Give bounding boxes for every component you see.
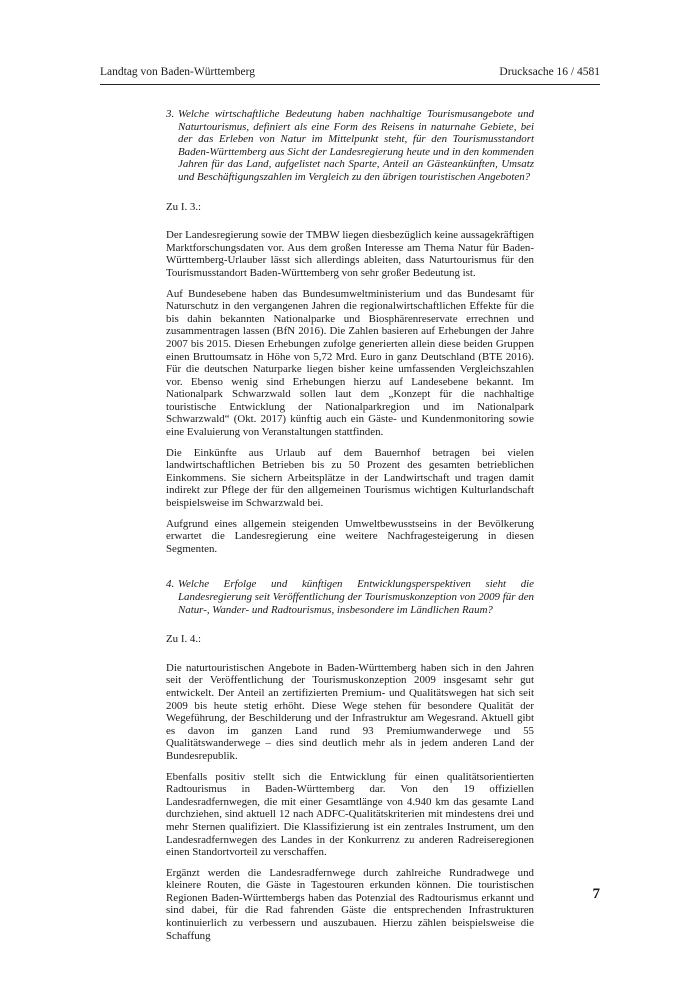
header-left: Landtag von Baden-Württemberg	[100, 66, 255, 78]
paragraph: Auf Bundesebene haben das Bundesumweltministerium und das Bundesamt für Naturschutz in den vergangenen Jahren die regionalwirtschaftlichen Effekte für die bis dahin bekannten Nationalparke und Biosphärenreservate errechnen und zusammentragen lassen (BfN 2016). Die Zahlen basieren auf Erhebungen der Jahre 2007 bis 2015. Diesen Erhebungen zufolge generierten allein diese beiden Gruppen einen Bruttoumsatz in Höhe von 5,72 Mrd. Euro in ganz Deutschland (BTE 2016). Für die deutschen Naturparke liegen bisher keine umfassenden Vergleichszahlen vor. Ebenso wenig sind Erhebungen hierzu auf Landesebene bekannt. Im Nationalpark Schwarzwald sollen laut dem „Konzept für die nachhaltige touristische Entwicklung der Nationalparkregion und im Nationalpark Schwarzwald“ (Okt. 2017) künftig auch ein Gäste- und Kundenmonitoring sowie eine Evaluierung von Veranstaltungen stattfinden.	[166, 287, 534, 439]
question-number: 4.	[166, 578, 175, 591]
question-text: Welche Erfolge und künftigen Entwicklungsperspektiven sieht die Landesregierung seit Veröffentlichung der Tourismuskonzeption von 2009 für den Natur-, Wander- und Radtourismus, insbesondere im Ländlichen Raum?	[178, 578, 534, 616]
answer-label: Zu I. 3.:	[166, 200, 202, 213]
header-right: Drucksache 16 / 4581	[499, 66, 600, 78]
answer-label: Zu I. 4.:	[166, 633, 202, 646]
paragraph: Aufgrund eines allgemein steigenden Umweltbewusstseins in der Bevölkerung erwartet die Landesregierung eine weitere Nachfragesteigerung in diesen Segmenten.	[166, 517, 534, 555]
page-header	[100, 66, 600, 78]
header-divider	[100, 84, 600, 85]
paragraph: Ergänzt werden die Landesradfernwege durch zahlreiche Rundradwege und kleinere Routen, die Gäste in Tagestouren erkunden können. Die touristischen Regionen Baden-Württembergs haben das Potenzial des Radtourismus erkannt und sind dabei, für die Rad fahrenden Gäste die entsprechenden Infrastrukturen kontinuierlich zu verbessern und auszubauen. Hierzu zählen beispielsweise die Schaffung	[166, 866, 534, 942]
paragraph: Die Einkünfte aus Urlaub auf dem Bauernhof betragen bei vielen landwirtschaftlichen Betrieben bis zu 50 Prozent des gesamten betrieblichen Einkommens. Sie sichern Arbeitsplätze in der Landwirtschaft und tragen damit indirekt zur Pflege der für den allgemeinen Tourismus wichtigen Kulturlandschaft beispielsweise im Schwarzwald bei.	[166, 446, 534, 510]
page-number: 7	[592, 886, 600, 902]
paragraph: Die naturtouristischen Angebote in Baden-Württemberg haben sich in den Jahren seit der Veröffentlichung der Tourismuskonzeption 2009 insgesamt sehr gut entwickelt. Der Anteil an zertifizierten Premium- und Qualitätswegen hat sich seit 2009 bis heute stetig erhöht. Diese Wege stehen für besondere Qualität der Wegeführung, der Beschilderung und der Infrastruktur am Wegesrand. Aktuell gibt es davon im ganzen Land rund 93 Premiumwanderwege und 55 Qualitätswanderwege – dies sind deutlich mehr als in jedem anderen Land der Bundesrepublik.	[166, 661, 534, 762]
question-text: Welche wirtschaftliche Bedeutung haben nachhaltige Tourismusangebote und Naturtourismus, definiert als eine Form des Reisens in naturnahe Gebiete, bei der das Erleben von Natur im Mittelpunkt steht, für den Tourismusstandort Baden-Württemberg aus Sicht der Landesregierung heute und in den kommenden Jahren für das Land, aufgelistet nach Sparte, Anteil an Gästeankünften, Umsatz und Beschäftigungszahlen im Vergleich zu den übrigen touristischen Angeboten?	[178, 108, 534, 183]
paragraph: Der Landesregierung sowie der TMBW liegen diesbezüglich keine aussagekräftigen Marktforschungsdaten vor. Aus dem großen Interesse am Thema Natur für Baden-Württemberg-Urlauber lässt sich allerdings ableiten, dass Naturtourismus für den Tourismusstandort Baden-Württemberg von sehr großer Bedeutung ist.	[166, 229, 534, 279]
question-4	[166, 578, 534, 616]
page-body	[166, 108, 534, 950]
question-number: 3.	[166, 108, 175, 120]
question-3	[166, 108, 534, 184]
paragraph: Ebenfalls positiv stellt sich die Entwicklung für einen qualitätsorientierten Radtourismus in Baden-Württemberg dar. Von den 19 offiziellen Landesradfernwegen, die mit einer Gesamtlänge von 4.940 km das gesamte Land durchziehen, sind aktuell 12 nach ADFC-Qualitätskriterien mit mindestens drei und mehr Sternen qualifiziert. Die Klassifizierung ist ein zentrales Instrument, um den Landesradfernwegen des Landes in der Konkurrenz zu anderen Radreiseregionen einen Standortvorteil zu verschaffen.	[166, 770, 534, 859]
